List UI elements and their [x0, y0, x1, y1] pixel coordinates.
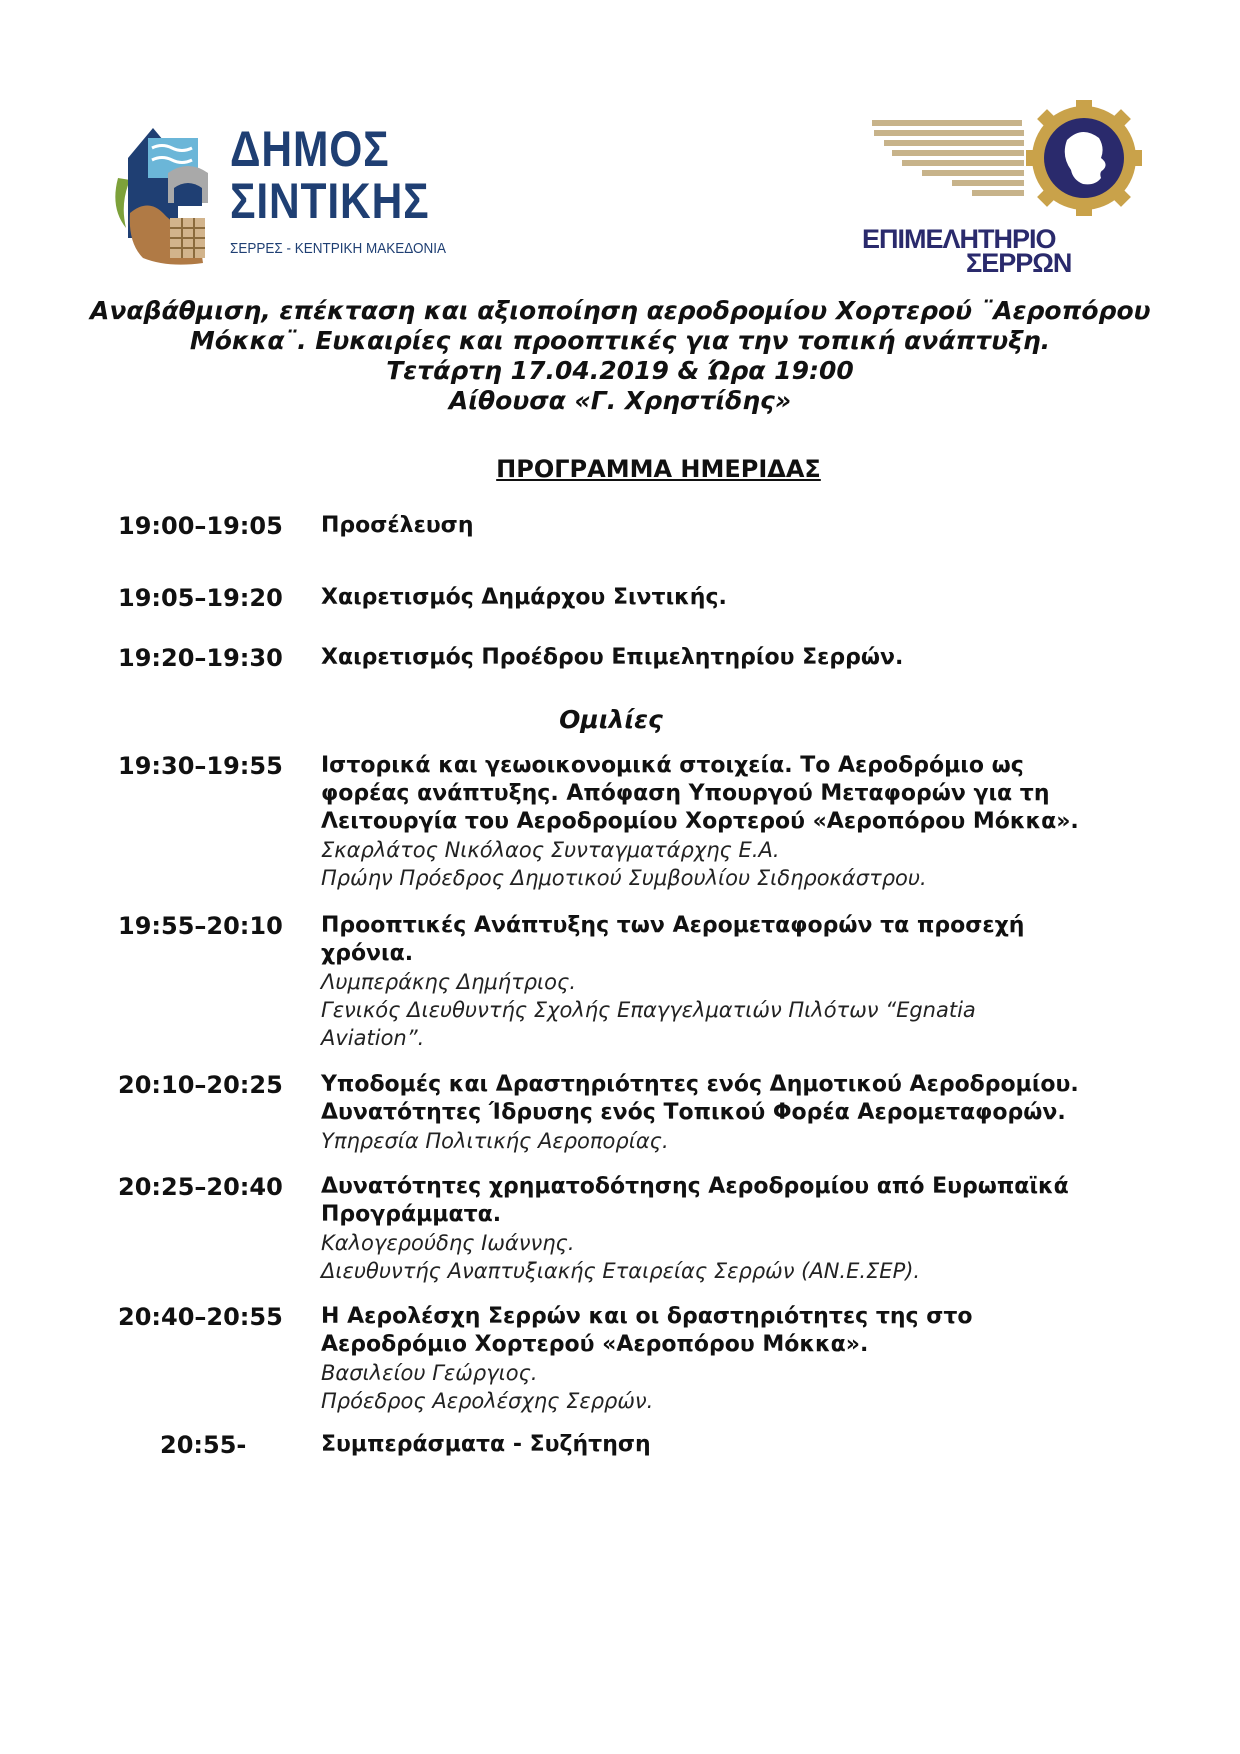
program-topic-line: Δυνατότητες χρηματοδότησης Αεροδρομίου από Ευρωπαϊκά [321, 1174, 1069, 1199]
program-topic-line: Προσέλευση [321, 513, 474, 538]
program-topic-line: Χαιρετισμός Δημάρχου Σιντικής. [321, 585, 727, 610]
program-time: 19:55–20:10 [118, 912, 283, 940]
program-details [321, 644, 1141, 672]
event-header [90, 296, 1150, 416]
program-details [321, 584, 1141, 612]
program-title: ΠΡΟΓΡΑΜΜΑ ΗΜΕΡΙΔΑΣ [496, 455, 821, 483]
program-topic-line: Ιστορικά και γεωοικονομικά στοιχεία. Το Αεροδρόμιο ως [321, 753, 1024, 778]
program-details [321, 912, 1141, 1052]
program-speaker-line: Λυμπεράκης Δημήτριος. [321, 970, 577, 994]
municipality-name-line2: ΣΙΝΤΙΚΗΣ [230, 173, 430, 229]
program-time: 20:25–20:40 [118, 1173, 283, 1201]
program-time: 19:20–19:30 [118, 644, 283, 672]
program-details [321, 752, 1141, 892]
program-topic-line: φορέας ανάπτυξης. Απόφαση Υπουργού Μεταφορών για τη [321, 781, 1050, 806]
program-speaker-line: Βασιλείου Γεώργιος. [321, 1361, 538, 1385]
event-date: Τετάρτη 17.04.2019 & Ώρα 19:00 [386, 356, 854, 385]
program-time: 20:55- [160, 1431, 247, 1459]
program-topic-line: Προγράμματα. [321, 1202, 502, 1227]
program-topic-line: χρόνια. [321, 941, 414, 966]
municipality-name-line1: ΔΗΜΟΣ [230, 121, 390, 177]
chamber-logo [862, 100, 1142, 278]
municipality-emblem-icon [108, 118, 228, 273]
program-topic-line: Προοπτικές Ανάπτυξης των Αερομεταφορών τα προσεχή [321, 913, 1025, 938]
event-title-line1: Αναβάθμιση, επέκταση και αξιοποίηση αεροδρομίου Χορτερού ¨Αεροπόρου [90, 296, 1151, 325]
program-topic-line: Λειτουργία του Αεροδρομίου Χορτερού «Αεροπόρου Μόκκα». [321, 809, 1079, 834]
program-details [321, 1173, 1141, 1285]
event-venue: Αίθουσα «Γ. Χρηστίδης» [448, 386, 792, 415]
program-time: 20:40–20:55 [118, 1303, 283, 1331]
program-speaker-line: Καλογερούδης Ιωάννης. [321, 1231, 575, 1255]
program-details [321, 512, 1141, 540]
program-speaker-line: Πρώην Πρόεδρος Δημοτικού Συμβουλίου Σιδηροκάστρου. [321, 866, 927, 890]
chamber-name-line1: ΕΠΙΜΕΛΗΤΗΡΙΟ [862, 224, 1056, 254]
program-topic-line: Αεροδρόμιο Χορτερού «Αεροπόρου Μόκκα». [321, 1332, 869, 1357]
program-topic-line: Υποδομές και Δραστηριότητες ενός Δημοτικού Αεροδρομίου. [321, 1072, 1079, 1097]
program-speaker-line: Υπηρεσία Πολιτικής Αεροπορίας. [321, 1129, 669, 1153]
event-title-line2: Μόκκα¨. Ευκαιρίες και προοπτικές για την τοπική ανάπτυξη. [189, 326, 1051, 355]
program-topic-line: Χαιρετισμός Προέδρου Επιμελητηρίου Σερρών. [321, 645, 904, 670]
program-speaker-line: Γενικός Διευθυντής Σχολής Επαγγελματιών Πιλότων “Egnatia [321, 998, 976, 1022]
program-topic-line: Η Αερολέσχη Σερρών και οι δραστηριότητες της στο [321, 1304, 973, 1329]
municipality-subtitle: ΣΕΡΡΕΣ - ΚΕΝΤΡΙΚΗ ΜΑΚΕΔΟΝΙΑ [230, 240, 446, 257]
program-time: 20:10–20:25 [118, 1071, 283, 1099]
program-topic-line: Συμπεράσματα - Συζήτηση [321, 1432, 651, 1457]
section-heading-talks: Ομιλίες [559, 705, 663, 734]
program-details [321, 1431, 1141, 1459]
program-topic-line: Δυνατότητες Ίδρυσης ενός Τοπικού Φορέα Αερομεταφορών. [321, 1100, 1066, 1125]
program-speaker-line: Πρόεδρος Αερολέσχης Σερρών. [321, 1389, 654, 1413]
chamber-name-line2: ΣΕΡΡΩΝ [966, 248, 1072, 278]
program-time: 19:00–19:05 [118, 512, 283, 540]
program-time: 19:30–19:55 [118, 752, 283, 780]
program-speaker-line: Σκαρλάτος Νικόλαος Συνταγματάρχης Ε.Α. [321, 838, 780, 862]
program-time: 19:05–19:20 [118, 584, 283, 612]
program-speaker-line: Aviation”. [321, 1026, 425, 1050]
program-details [321, 1071, 1141, 1155]
program-details [321, 1303, 1141, 1415]
program-speaker-line: Διευθυντής Αναπτυξιακής Εταιρείας Σερρών (ΑΝ.Ε.ΣΕΡ). [321, 1259, 921, 1283]
municipality-logo [108, 118, 446, 273]
chamber-emblem-icon [862, 100, 1142, 225]
